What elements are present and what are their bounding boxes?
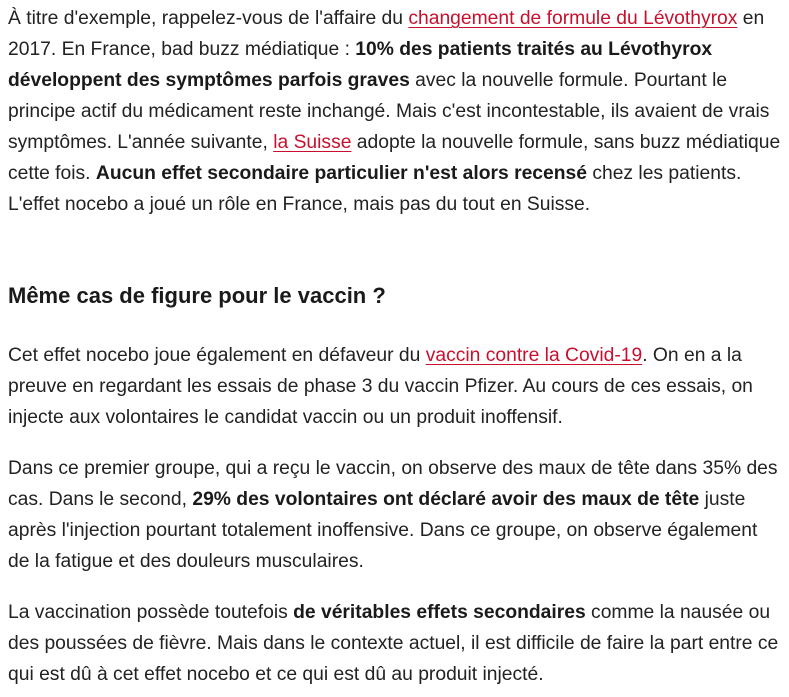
text-segment: La vaccination possède toutefois <box>8 602 294 623</box>
text-segment: Dans ce premier groupe, qui a reçu le vaccin, on observe des maux de tête dans 35% des cas. Dans le second, <box>8 458 778 510</box>
link-la-suisse[interactable]: la Suisse <box>273 132 352 153</box>
text-segment: . On en a la preuve en regardant les essais de phase 3 du vaccin Pfizer. Au cours de ces essais, on injecte aux volontaires le candidat vaccin ou un produit inoffensif. <box>8 345 753 428</box>
text-segment: chez les patients. L'effet nocebo a joué un rôle en France, mais pas du tout en Suisse. <box>8 163 742 215</box>
bold-statement: 29% des volontaires ont déclaré avoir des maux de tête <box>192 489 700 510</box>
link-covid-vaccine[interactable]: vaccin contre la Covid-19 <box>425 345 643 366</box>
bold-statement: Aucun effet secondaire particulier n'est alors recensé <box>95 163 587 184</box>
text-segment: en 2017. En France, bad buzz médiatique : <box>8 8 765 60</box>
text-segment: avec la nouvelle formule. Pourtant le principe actif du médicament reste inchangé. Mais c'est incontestable, ils avaient de vrais symptômes. L'année suivante, <box>8 70 770 153</box>
paragraph-side-effects <box>8 597 781 690</box>
bold-statement: de véritables effets secondaires <box>293 602 586 623</box>
paragraph-headache-groups <box>8 453 781 577</box>
bold-statement: 10% des patients traités au Lévothyrox développent des symptômes parfois graves <box>8 39 713 91</box>
section-heading: Même cas de figure pour le vaccin ? <box>8 283 386 308</box>
paragraph-covid-vaccine <box>8 340 781 433</box>
text-segment: juste après l'injection pourtant totalement inoffensive. Dans ce groupe, on observe également de la fatigue et des douleurs musculaires. <box>8 489 758 572</box>
paragraph-levothyrox <box>8 3 781 220</box>
text-segment: Cet effet nocebo joue également en défaveur du <box>8 345 426 366</box>
link-levothyrox-formula-change[interactable]: changement de formule du Lévothyrox <box>408 8 738 29</box>
text-segment: adopte la nouvelle formule, sans buzz médiatique cette fois. <box>8 132 781 184</box>
text-segment: À titre d'exemple, rappelez-vous de l'affaire du <box>8 8 409 29</box>
text-segment: comme la nausée ou des poussées de fièvre. Mais dans le contexte actuel, il est difficile de faire la part entre ce qui est dû à cet effet nocebo et ce qui est dû au produit injecté. <box>8 602 779 685</box>
